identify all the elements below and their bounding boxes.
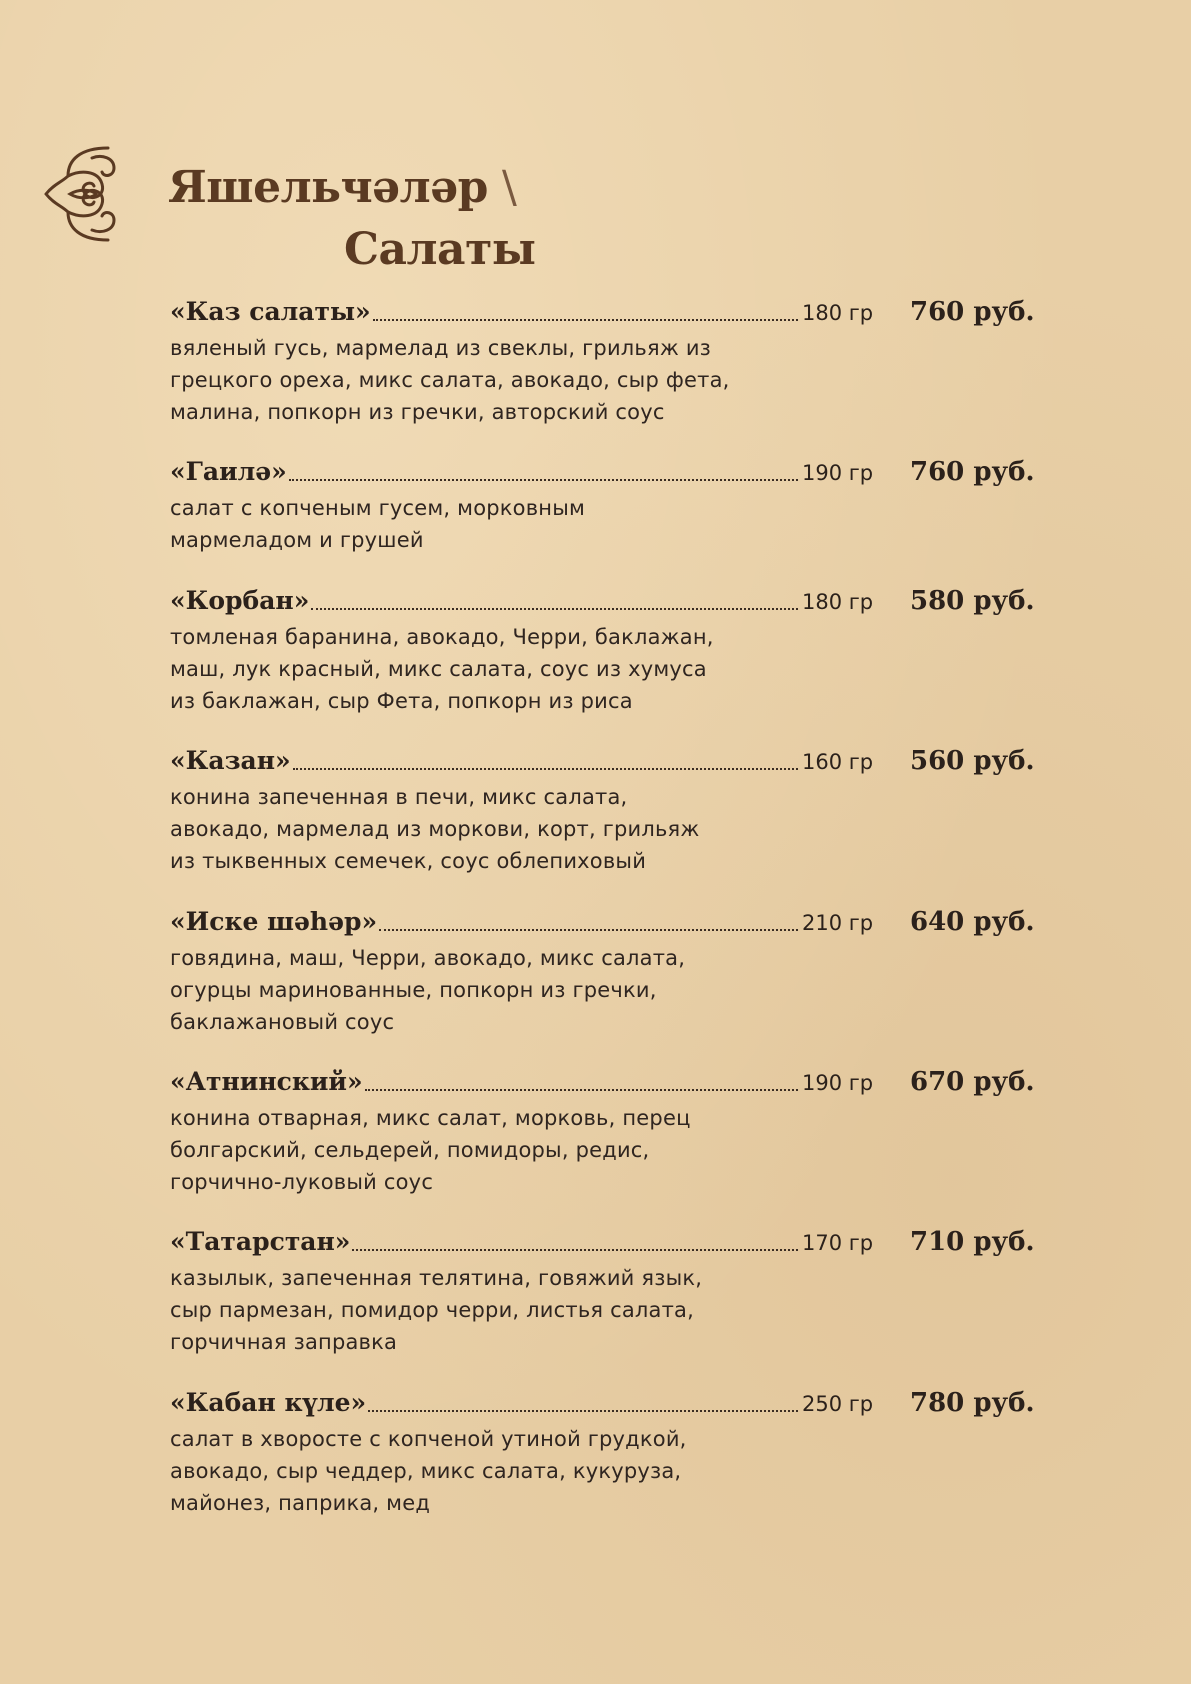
item-description-line: конина отварная, микс салат, морковь, перец [170, 1106, 691, 1130]
item-description-line: баклажановый соус [170, 1010, 395, 1034]
item-name: «Кабан күле» [170, 1388, 367, 1417]
item-weight: 170 гр [802, 1231, 874, 1255]
section-title [168, 162, 516, 213]
item-description-line: горчичная заправка [170, 1330, 398, 1354]
dotted-leader [379, 929, 798, 931]
item-name: «Казан» [170, 746, 291, 775]
item-description-line: болгарский, сельдерей, помидоры, редис, [170, 1138, 650, 1162]
item-description-line: казылык, запеченная телятина, говяжий язык, [170, 1266, 703, 1290]
dotted-leader [293, 768, 798, 770]
item-description [170, 942, 810, 1038]
item-price: 640 руб. [910, 907, 1035, 937]
menu-item [170, 1064, 1035, 1198]
item-description-line: говядина, маш, Черри, авокадо, микс салата, [170, 946, 686, 970]
dotted-leader [365, 1089, 798, 1091]
section-title-tatar: Яшельчәләр [168, 162, 488, 213]
item-description [170, 781, 810, 877]
title-separator: \ [501, 162, 517, 213]
menu-item [170, 454, 1035, 556]
item-description-line: мармеладом и грушей [170, 528, 424, 552]
dotted-leader [352, 1249, 798, 1251]
item-description-line: маш, лук красный, микс салата, соус из хумуса [170, 657, 707, 681]
item-description [170, 1262, 810, 1358]
menu-item [170, 743, 1035, 877]
item-description-line: конина запеченная в печи, микс салата, [170, 785, 628, 809]
item-description-line: горчично-луковый соус [170, 1170, 434, 1194]
item-description-line: малина, попкорн из гречки, авторский соус [170, 400, 665, 424]
item-description [170, 332, 810, 428]
item-description-line: вяленый гусь, мармелад из свеклы, грильяж из [170, 336, 712, 360]
section-subtitle: Салаты [344, 224, 536, 275]
item-price: 760 руб. [910, 297, 1035, 327]
menu-item [170, 904, 1035, 1038]
item-weight: 210 гр [802, 911, 874, 935]
item-description [170, 1423, 810, 1519]
item-weight: 190 гр [802, 461, 874, 485]
dotted-leader [373, 319, 798, 321]
item-name: «Татарстан» [170, 1227, 351, 1256]
menu-item [170, 1224, 1035, 1358]
dotted-leader [311, 608, 798, 610]
item-name: «Иске шәһәр» [170, 907, 378, 936]
item-description-line: огурцы маринованные, попкорн из гречки, [170, 978, 657, 1002]
item-description-line: майонез, паприка, мед [170, 1491, 431, 1515]
item-weight: 190 гр [802, 1071, 874, 1095]
item-price: 670 руб. [910, 1067, 1035, 1097]
item-description-line: сыр пармезан, помидор черри, листья салата, [170, 1298, 694, 1322]
dotted-leader [289, 479, 798, 481]
item-name: «Гаилә» [170, 457, 287, 486]
item-name: «Каз салаты» [170, 297, 371, 326]
item-price: 580 руб. [910, 586, 1035, 616]
item-description-line: авокадо, сыр чеддер, микс салата, кукуруза, [170, 1459, 682, 1483]
item-weight: 180 гр [802, 301, 874, 325]
item-weight: 160 гр [802, 750, 874, 774]
item-weight: 250 гр [802, 1392, 874, 1416]
item-weight: 180 гр [802, 590, 874, 614]
menu-item [170, 583, 1035, 717]
item-name: «Атнинский» [170, 1067, 363, 1096]
item-price: 710 руб. [910, 1227, 1035, 1257]
item-description-line: из тыквенных семечек, соус облепиховый [170, 849, 647, 873]
item-description-line: грецкого ореха, микс салата, авокадо, сыр фета, [170, 368, 730, 392]
item-name: «Корбан» [170, 586, 310, 615]
item-description-line: салат в хворосте с копченой утиной грудкой, [170, 1427, 687, 1451]
item-description [170, 1102, 810, 1198]
item-description-line: из баклажан, сыр Фета, попкорн из риса [170, 689, 633, 713]
item-description-line: томленая баранина, авокадо, Черри, баклажан, [170, 625, 714, 649]
item-description-line: салат с копченым гусем, морковным [170, 496, 586, 520]
item-price: 780 руб. [910, 1388, 1035, 1418]
item-description-line: авокадо, мармелад из моркови, корт, грильяж [170, 817, 700, 841]
menu-item [170, 1385, 1035, 1519]
item-price: 760 руб. [910, 457, 1035, 487]
menu-item [170, 294, 1035, 428]
item-description [170, 621, 810, 717]
dotted-leader [368, 1410, 798, 1412]
item-description [170, 492, 810, 556]
item-price: 560 руб. [910, 746, 1035, 776]
